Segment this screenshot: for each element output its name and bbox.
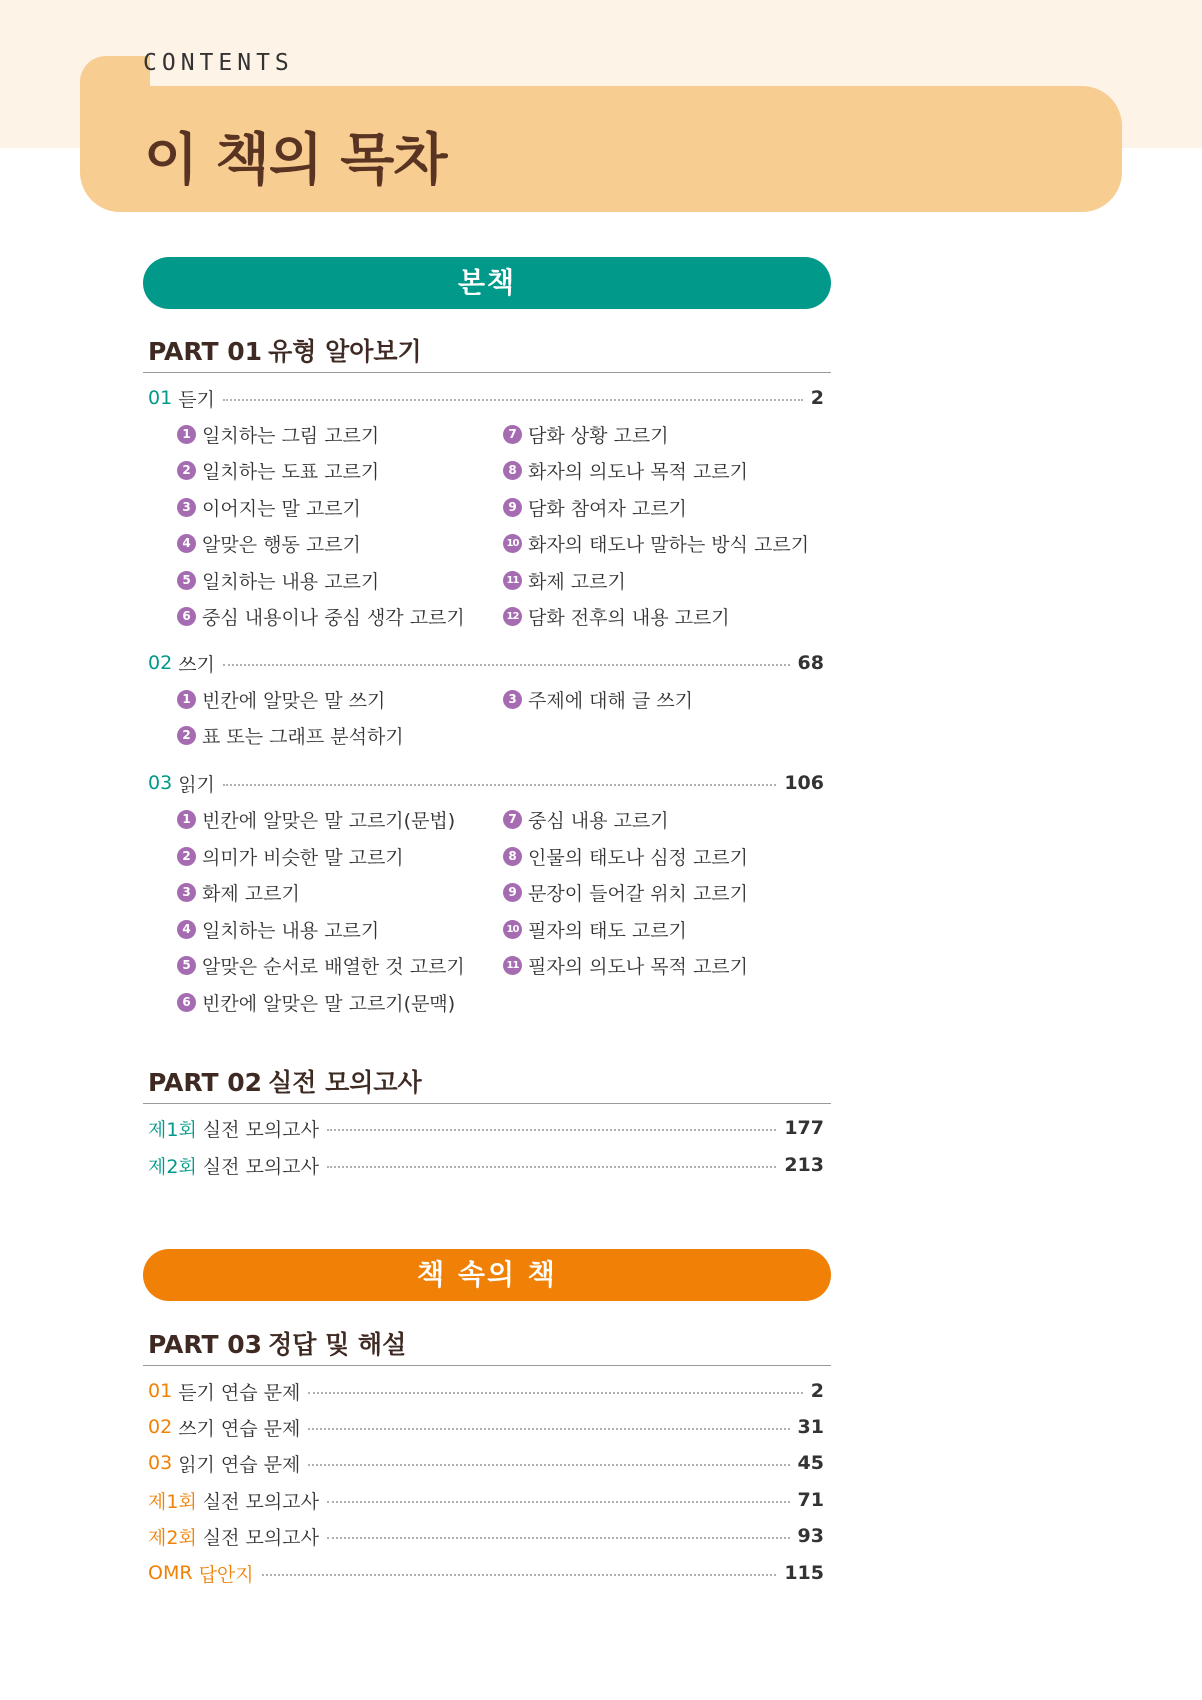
subitem-text: 주제에 대해 글 쓰기: [528, 689, 693, 712]
subitem-text: 빈칸에 알맞은 말 고르기(문법): [202, 809, 456, 832]
subitem-text: 인물의 태도나 심정 고르기: [528, 846, 749, 869]
toc-subitem[interactable]: [503, 952, 748, 978]
subitem-text: 화자의 의도나 목적 고르기: [528, 460, 749, 483]
section-number: 제1회: [148, 1490, 197, 1513]
toc-row-mock-test-2[interactable]: [148, 1152, 824, 1178]
subitem-text: 화제 고르기: [528, 570, 626, 593]
toc-row-mock-test-1[interactable]: [148, 1115, 824, 1141]
number-badge: 8: [503, 461, 522, 480]
section-number: 03: [148, 1452, 173, 1474]
number-badge: 7: [503, 425, 522, 444]
toc-subitem[interactable]: [503, 421, 669, 447]
subitem-text: 일치하는 그림 고르기: [202, 424, 380, 447]
number-badge: 2: [177, 461, 196, 480]
number-badge: 9: [503, 498, 522, 517]
subitem-text: 화제 고르기: [202, 882, 300, 905]
number-badge: 3: [177, 498, 196, 517]
leader-dots: [327, 1501, 790, 1503]
toc-subitem[interactable]: [177, 952, 465, 978]
contents-label: CONTENTS: [143, 50, 294, 76]
toc-subitem[interactable]: [503, 916, 687, 942]
toc-row-answers-mock-1[interactable]: [148, 1487, 824, 1513]
section-number: 제1회: [148, 1118, 197, 1141]
toc-subitem[interactable]: [503, 686, 693, 712]
leader-dots: [223, 784, 776, 786]
toc-row-omr[interactable]: [148, 1560, 824, 1586]
number-badge: 1: [177, 690, 196, 709]
subitem-text: 중심 내용 고르기: [528, 809, 669, 832]
number-badge: 10: [503, 534, 522, 553]
leader-dots: [223, 664, 790, 666]
subitem-text: 중심 내용이나 중심 생각 고르기: [202, 606, 465, 629]
subitem-text: 화자의 태도나 말하는 방식 고르기: [528, 533, 810, 556]
section-number: 제2회: [148, 1526, 197, 1549]
subitem-text: 빈칸에 알맞은 말 쓰기: [202, 689, 386, 712]
divider: [143, 372, 831, 373]
main-book-pill: 본책: [143, 257, 831, 309]
section-title: 실전 모의고사: [202, 1490, 319, 1513]
toc-row-answers-writing[interactable]: [148, 1414, 824, 1440]
toc-subitem[interactable]: [503, 494, 687, 520]
subitem-text: 의미가 비슷한 말 고르기: [202, 846, 404, 869]
section-number: OMR: [148, 1562, 193, 1584]
toc-subitem[interactable]: [177, 567, 379, 593]
subitem-text: 담화 참여자 고르기: [528, 497, 687, 520]
section-title: 실전 모의고사: [202, 1526, 319, 1549]
section-number: 01: [148, 387, 173, 409]
number-badge: 5: [177, 571, 196, 590]
number-badge: 6: [177, 993, 196, 1012]
toc-row-answers-reading[interactable]: [148, 1450, 824, 1476]
section-title: 실전 모의고사: [202, 1155, 319, 1178]
page-number: 71: [797, 1489, 824, 1511]
section-number: 제2회: [148, 1155, 197, 1178]
page-number: 177: [784, 1117, 824, 1139]
number-badge: 2: [177, 726, 196, 745]
section-title: 읽기: [178, 773, 215, 796]
subitem-text: 일치하는 도표 고르기: [202, 460, 380, 483]
subitem-text: 담화 상황 고르기: [528, 424, 669, 447]
toc-subitem[interactable]: [503, 603, 730, 629]
number-badge: 3: [503, 690, 522, 709]
section-title: 읽기 연습 문제: [178, 1453, 301, 1476]
part3-heading: [148, 1325, 406, 1361]
leader-dots: [223, 399, 803, 401]
page-number: 213: [784, 1154, 824, 1176]
toc-row-answers-mock-2[interactable]: [148, 1523, 824, 1549]
number-badge: 8: [503, 847, 522, 866]
toc-subitem[interactable]: [177, 843, 404, 869]
section-number: 01: [148, 1380, 173, 1402]
page-number: 31: [797, 1416, 824, 1438]
toc-subitem[interactable]: [177, 457, 379, 483]
number-badge: 4: [177, 920, 196, 939]
toc-row-answers-listening[interactable]: [148, 1378, 824, 1404]
section-title: 듣기 연습 문제: [178, 1381, 301, 1404]
section-title: 듣기: [178, 388, 215, 411]
toc-subitem[interactable]: [177, 530, 361, 556]
page-number: 106: [784, 772, 824, 794]
subitem-text: 담화 전후의 내용 고르기: [528, 606, 730, 629]
toc-subitem[interactable]: [503, 567, 626, 593]
toc-subitem[interactable]: [177, 686, 385, 712]
toc-row-reading[interactable]: [148, 770, 824, 796]
leader-dots: [262, 1574, 777, 1576]
toc-subitem[interactable]: [503, 843, 748, 869]
number-badge: 2: [177, 847, 196, 866]
number-badge: 5: [177, 956, 196, 975]
inner-book-pill: 책 속의 책: [143, 1249, 831, 1301]
subitem-text: 일치하는 내용 고르기: [202, 919, 380, 942]
number-badge: 4: [177, 534, 196, 553]
part-number: PART 01: [148, 337, 263, 366]
toc-subitem[interactable]: [503, 530, 809, 556]
subitem-text: 빈칸에 알맞은 말 고르기(문맥): [202, 992, 456, 1015]
page-number: 2: [810, 387, 824, 409]
subitem-text: 필자의 태도 고르기: [528, 919, 687, 942]
leader-dots: [327, 1537, 790, 1539]
number-badge: 10: [503, 920, 522, 939]
leader-dots: [308, 1464, 789, 1466]
subitem-text: 표 또는 그래프 분석하기: [202, 725, 404, 748]
part2-heading: [148, 1063, 422, 1099]
page-number: 68: [797, 652, 824, 674]
part-number: PART 02: [148, 1068, 263, 1097]
part-title: 정답 및 해설: [268, 1330, 407, 1359]
section-number: 02: [148, 652, 173, 674]
section-number: 03: [148, 772, 173, 794]
subitem-text: 문장이 들어갈 위치 고르기: [528, 882, 749, 905]
number-badge: 6: [177, 607, 196, 626]
part-title: 실전 모의고사: [268, 1068, 422, 1097]
number-badge: 3: [177, 883, 196, 902]
part-title: 유형 알아보기: [268, 337, 422, 366]
page-title: 이 책의 목차: [144, 128, 447, 193]
subitem-text: 알맞은 행동 고르기: [202, 533, 361, 556]
number-badge: 1: [177, 425, 196, 444]
toc-subitem[interactable]: [177, 603, 465, 629]
toc-row-listening[interactable]: [148, 385, 824, 411]
section-title: 답안지: [198, 1563, 254, 1586]
toc-subitem[interactable]: [177, 421, 379, 447]
toc-subitem[interactable]: [177, 806, 455, 832]
toc-subitem[interactable]: [503, 806, 669, 832]
subitem-text: 필자의 의도나 목적 고르기: [528, 955, 749, 978]
section-title: 쓰기: [178, 653, 215, 676]
toc-subitem[interactable]: [177, 722, 404, 748]
number-badge: 7: [503, 810, 522, 829]
number-badge: 11: [503, 571, 522, 590]
page-number: 115: [784, 1562, 824, 1584]
section-title: 쓰기 연습 문제: [178, 1417, 301, 1440]
toc-subitem[interactable]: [503, 879, 748, 905]
leader-dots: [308, 1392, 802, 1394]
toc-subitem[interactable]: [177, 989, 455, 1015]
subitem-text: 이어지는 말 고르기: [202, 497, 361, 520]
number-badge: 12: [503, 607, 522, 626]
toc-subitem[interactable]: [177, 494, 361, 520]
toc-subitem[interactable]: [177, 879, 300, 905]
number-badge: 9: [503, 883, 522, 902]
toc-subitem[interactable]: [177, 916, 379, 942]
page-number: 2: [810, 1380, 824, 1402]
subitem-text: 일치하는 내용 고르기: [202, 570, 380, 593]
section-title: 실전 모의고사: [202, 1118, 319, 1141]
page-number: 93: [797, 1525, 824, 1547]
leader-dots: [327, 1129, 776, 1131]
number-badge: 1: [177, 810, 196, 829]
part-number: PART 03: [148, 1330, 263, 1359]
part1-heading: [148, 332, 422, 368]
divider: [143, 1103, 831, 1104]
page-number: 45: [797, 1452, 824, 1474]
toc-row-writing[interactable]: [148, 650, 824, 676]
subitem-text: 알맞은 순서로 배열한 것 고르기: [202, 955, 465, 978]
divider: [143, 1365, 831, 1366]
leader-dots: [308, 1428, 789, 1430]
number-badge: 11: [503, 956, 522, 975]
leader-dots: [327, 1166, 776, 1168]
toc-subitem[interactable]: [503, 457, 748, 483]
section-number: 02: [148, 1416, 173, 1438]
